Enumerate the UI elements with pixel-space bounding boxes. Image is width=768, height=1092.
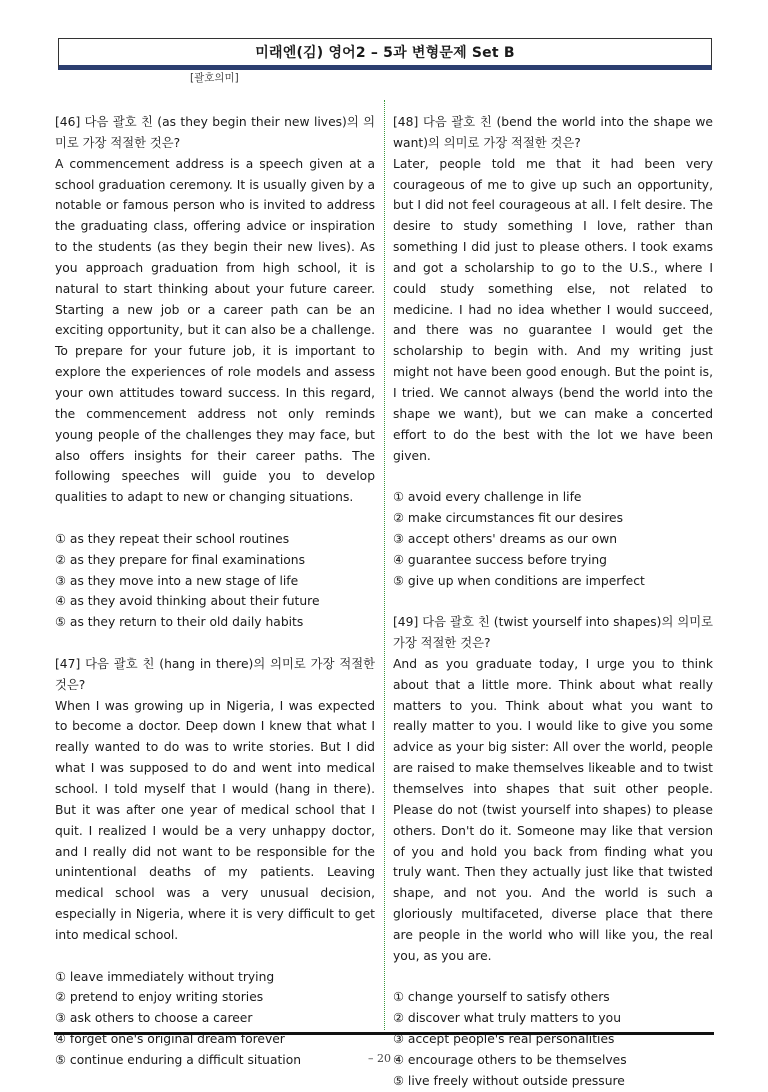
answer-choice[interactable]: ⑤ continue enduring a difficult situation: [55, 1052, 302, 1067]
bottom-rule: [54, 1032, 714, 1035]
answer-choice[interactable]: ① change yourself to satisfy others: [393, 990, 610, 1005]
question-passage: When I was growing up in Nigeria, I was expected to become a doctor. Deep down I knew that what I really wanted to do was to write stories. But I did what I was supposed to do and went into medical school. I told myself that I would (hang in there). But it was after one year of medical school that I quit. I realized I would be a very unhappy doctor, and I really did not want to be responsible for the unintentional deaths of my patients. Leaving medical school was a very unusual decision, especially in Nigeria, where it is very difficult to get into medical school.: [55, 698, 375, 942]
answer-choice[interactable]: ⑤ give up when conditions are imperfect: [393, 573, 645, 588]
answer-choice[interactable]: ⑤ as they return to their old daily habits: [55, 615, 304, 630]
answer-choice[interactable]: ④ forget one's original dream forever: [55, 1032, 285, 1047]
question-passage: A commencement address is a speech given at a school graduation ceremony. It is usually given by a notable or famous person who is invited to address the graduating class, offering advice or inspiration to the students (as they begin their new lives). As you approach graduation from high school, it is natural to start thinking about your future career. Starting a new job or a career path can be an exciting opportunity, but it can also be a challenge. To prepare for your future job, it is important to explore the experiences of role models and assess your own attitudes toward success. In this regard, the commencement address not only reminds young people of the challenges they may face, but also offers insights for their career paths. The following speeches will guide you to develop qualities to adapt to new or changing situations.: [55, 156, 375, 505]
question-prompt: [48] 다음 괄호 친 (bend the world into the shape we want)의 의미로 가장 적절한 것은?: [393, 115, 713, 150]
right-column: [393, 112, 713, 1092]
answer-choice[interactable]: ④ encourage others to be themselves: [393, 1052, 627, 1067]
question-passage: Later, people told me that it had been very courageous of me to give up such an opportunity, but I did not feel courageous at all. I felt desire. The desire to study something I love, rather than something I did just to please others. I took exams and got a scholarship to go to the U.S., where I could study something else, not related to medicine. I had no idea whether I would succeed, and there was no guarantee I would get the scholarship to begin with. And my writing just might not have been good enough. But the point is, I tried. We cannot always (bend the world into the shape we want), but we can make a concerted effort to do the best with the lot we have been given.: [393, 156, 713, 463]
answer-choices: [393, 987, 713, 1091]
section-subtitle: [괄호의미]: [190, 72, 239, 84]
answer-choice[interactable]: ① avoid every challenge in life: [393, 490, 582, 505]
answer-choices: [393, 487, 713, 591]
answer-choice[interactable]: ③ ask others to choose a career: [55, 1011, 253, 1026]
answer-choice[interactable]: ② as they prepare for final examinations: [55, 552, 305, 567]
answer-choice[interactable]: ③ as they move into a new stage of life: [55, 573, 299, 588]
answer-choices: [55, 529, 375, 633]
answer-choice[interactable]: ② discover what truly matters to you: [393, 1011, 621, 1026]
question-47: [55, 654, 375, 1071]
page-number: – 20 –: [368, 1052, 400, 1065]
answer-choice[interactable]: ④ guarantee success before trying: [393, 552, 607, 567]
question-prompt: [46] 다음 괄호 친 (as they begin their new lives)의 의미로 가장 적절한 것은?: [55, 115, 375, 150]
answer-choice[interactable]: ③ accept others' dreams as our own: [393, 531, 618, 546]
left-column: [55, 112, 375, 1071]
question-46: [55, 112, 375, 633]
answer-choice[interactable]: ② make circumstances fit our desires: [393, 511, 624, 526]
answer-choice[interactable]: ① as they repeat their school routines: [55, 531, 290, 546]
answer-choice[interactable]: ④ as they avoid thinking about their future: [55, 594, 320, 609]
question-prompt: [47] 다음 괄호 친 (hang in there)의 의미로 가장 적절한 것은?: [55, 656, 375, 692]
answer-choice[interactable]: ⑤ live freely without outside pressure: [393, 1073, 625, 1088]
column-divider: [384, 100, 385, 1030]
answer-choice[interactable]: ② pretend to enjoy writing stories: [55, 990, 264, 1005]
question-prompt: [49] 다음 괄호 친 (twist yourself into shapes)의 의미로 가장 적절한 것은?: [393, 615, 713, 651]
answer-choice[interactable]: ③ accept people's real personalities: [393, 1032, 615, 1047]
question-49: [393, 612, 713, 1091]
question-passage: And as you graduate today, I urge you to think about that a little more. Think about what really matters to you. Think about what you want to really matter to you. I would like to give you some advice as your big sister: All over the world, people are raised to make themselves likeable and to twist themselves into shapes that suit other people. Please do not (twist yourself into shapes) to please others. Don't do it. Someone may like that version of you and hold you back from finding what you truly want. Then they actually just like that twisted shape, and not you. And the world is such a gloriously multifaceted, diverse place that there are people in the world who will like you, the real you, as you are.: [393, 656, 713, 963]
question-48: [393, 112, 713, 591]
answer-choice[interactable]: ① leave immediately without trying: [55, 969, 275, 984]
page-title: 미래엔(김) 영어2 – 5과 변형문제 Set B: [58, 38, 712, 70]
